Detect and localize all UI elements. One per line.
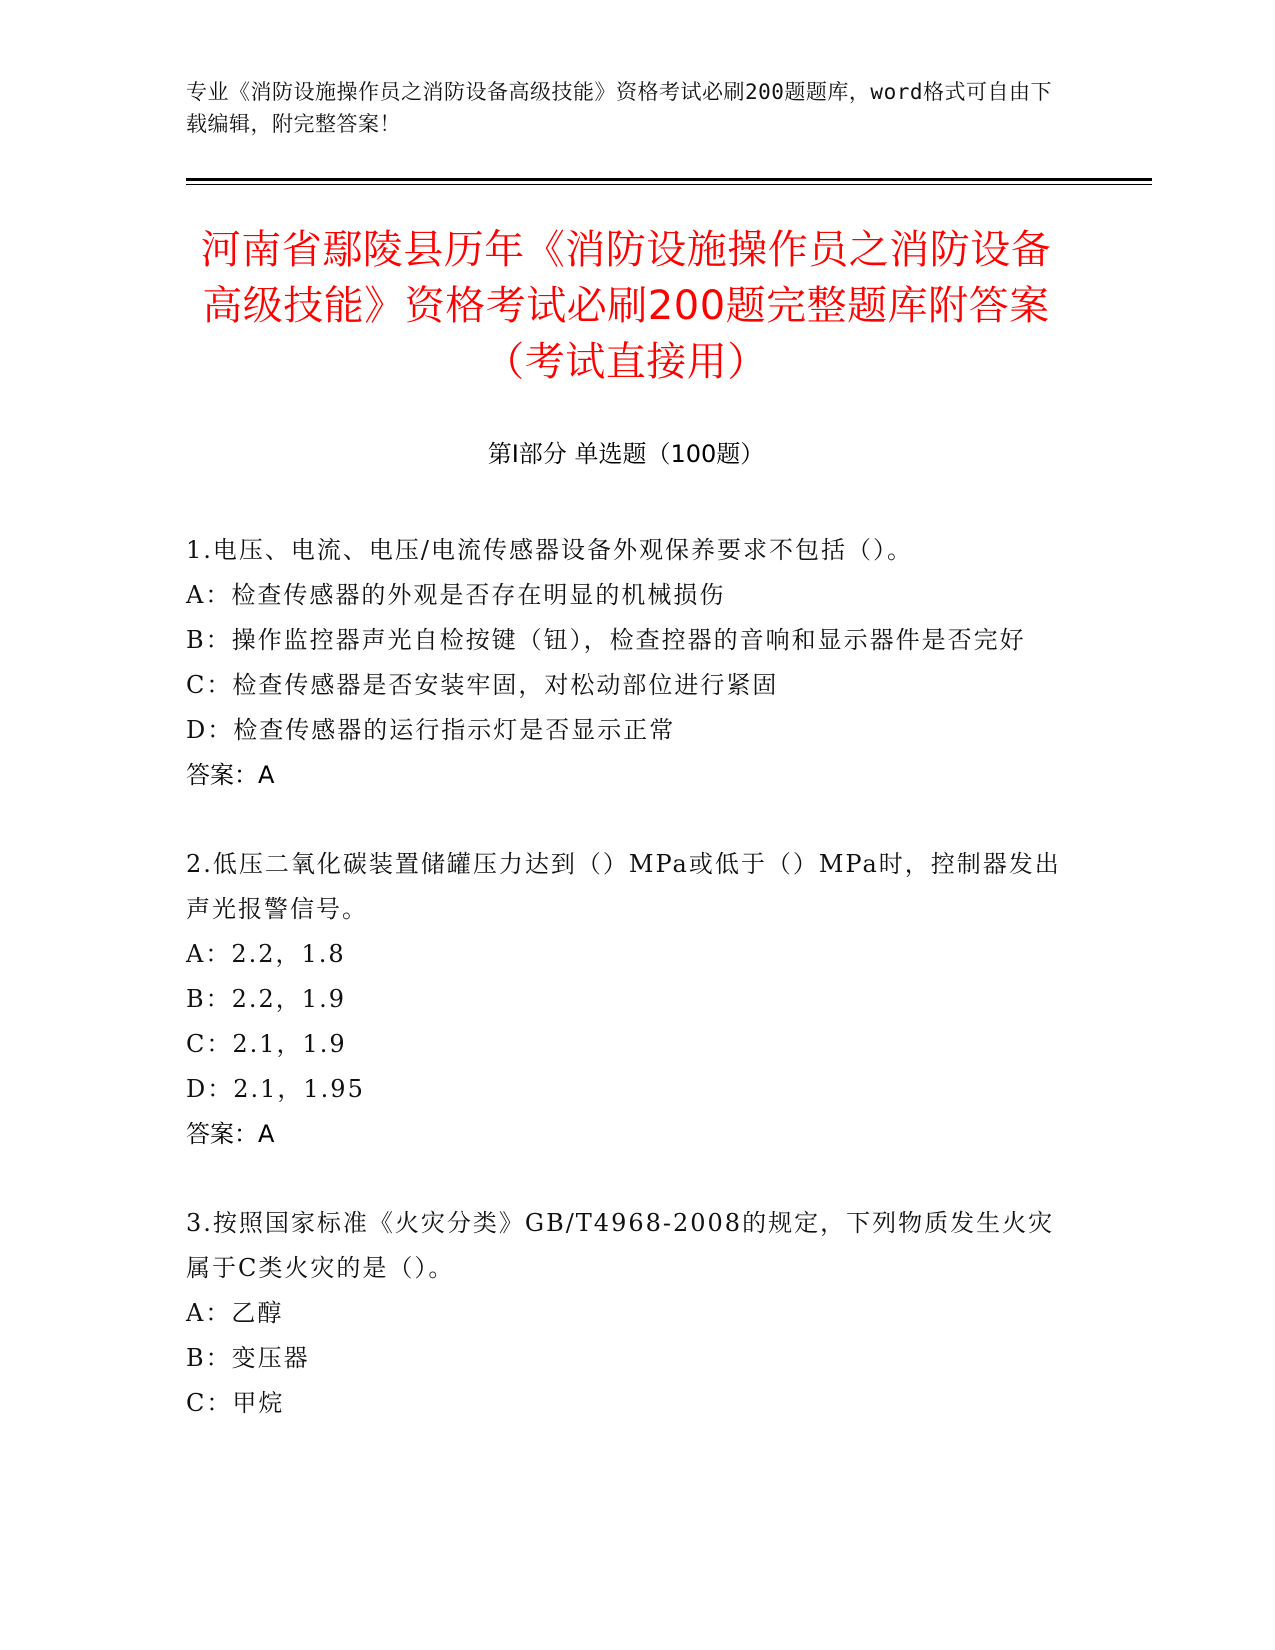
header-divider-thin <box>186 184 1152 185</box>
question-list <box>186 528 1076 1470</box>
option-c: C：甲烷 <box>186 1389 285 1417</box>
question-2 <box>186 842 1076 1157</box>
answer-line: 答案：A <box>186 761 275 789</box>
question-stem: 1.电压、电流、电压/电流传感器设备外观保养要求不包括（）。 <box>186 536 913 564</box>
option-a: A：检查传感器的外观是否存在明显的机械损伤 <box>186 581 726 609</box>
question-1 <box>186 528 1076 798</box>
option-b: B：操作监控器声光自检按键（钮），检查控器的音响和显示器件是否完好 <box>186 626 1026 654</box>
answer-line: 答案：A <box>186 1120 275 1148</box>
option-b: B：2.2，1.9 <box>186 985 346 1013</box>
option-c: C：2.1，1.9 <box>186 1030 347 1058</box>
option-d: D：2.1，1.95 <box>186 1075 365 1103</box>
option-d: D：检查传感器的运行指示灯是否显示正常 <box>186 716 676 744</box>
question-stem: 3.按照国家标准《火灾分类》GB/T4968-2008的规定，下列物质发生火灾属于C类火灾的是（）。 <box>186 1209 1055 1282</box>
option-a: A：乙醇 <box>186 1299 284 1327</box>
option-a: A：2.2，1.8 <box>186 940 346 968</box>
option-b: B：变压器 <box>186 1344 310 1372</box>
document-title: 河南省鄢陵县历年《消防设施操作员之消防设备高级技能》资格考试必刷200题完整题库附答案（考试直接用） <box>200 227 1052 385</box>
question-3 <box>186 1201 1076 1426</box>
header-note: 专业《消防设施操作员之消防设备高级技能》资格考试必刷200题题库，word格式可自由下载编辑，附完整答案！ <box>186 80 1052 136</box>
section-heading: 第Ⅰ部分 单选题（100题） <box>487 440 765 468</box>
option-c: C：检查传感器是否安装牢固，对松动部位进行紧固 <box>186 671 779 699</box>
question-stem: 2.低压二氧化碳装置储罐压力达到（）MPa或低于（）MPa时，控制器发出声光报警信号。 <box>186 850 1061 923</box>
header-divider-thick <box>186 178 1152 181</box>
